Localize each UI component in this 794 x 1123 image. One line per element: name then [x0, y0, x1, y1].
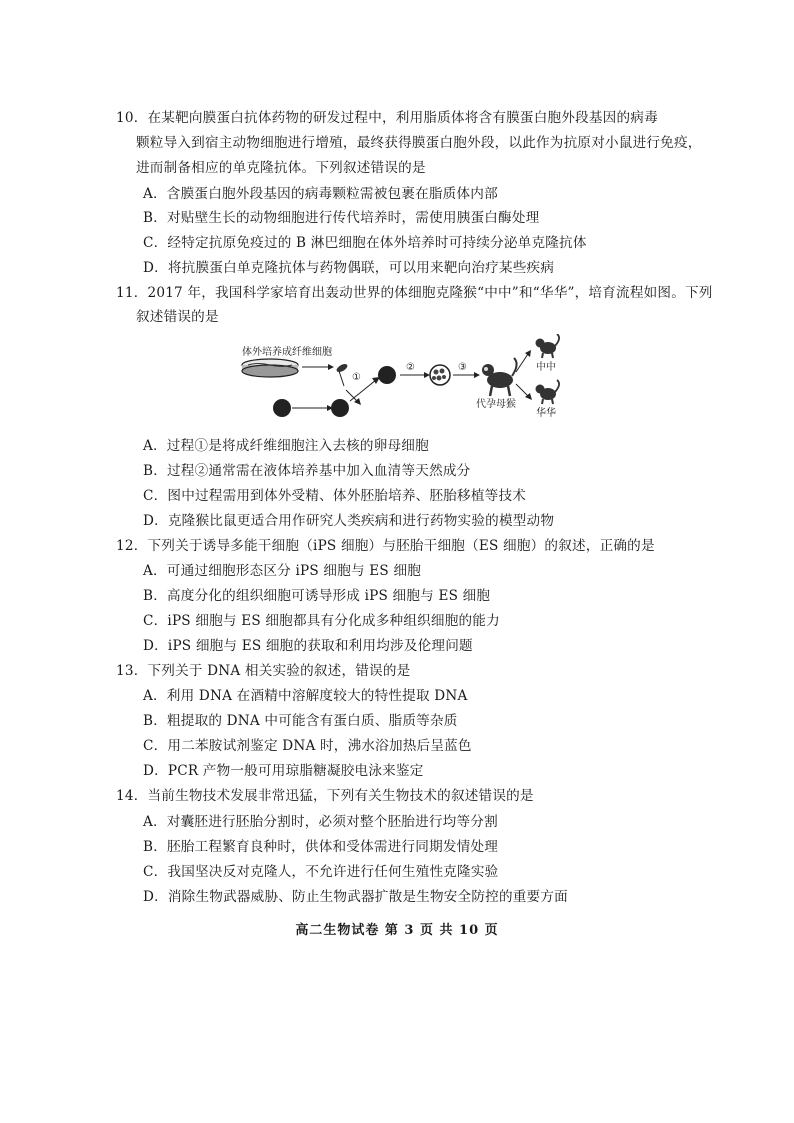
- q12-option-a: A．可通过细胞形态区分 iPS 细胞与 ES 细胞: [143, 563, 422, 579]
- q14-option-b: B．胚胎工程繁育良种时，供体和受体需进行同期发情处理: [143, 839, 499, 855]
- step2-label: ②: [406, 362, 415, 373]
- step1-label: ①: [352, 372, 361, 383]
- q10-option-a: A．含膜蛋白胞外段基因的病毒颗粒需被包裹在脂质体内部: [143, 186, 498, 202]
- q11-option-d: D．克隆猴比鼠更适合用作研究人类疾病和进行药物实验的模型动物: [143, 513, 555, 529]
- surrogate-monkey-icon: [482, 358, 517, 396]
- q11-option-b: B．过程②通常需在液体培养基中加入血清等天然成分: [143, 463, 471, 479]
- q12-option-b: B．高度分化的组织细胞可诱导形成 iPS 细胞与 ES 细胞: [143, 588, 491, 604]
- surrogate-label: 代孕母猴: [476, 399, 516, 410]
- egg-cell-icon: [273, 399, 291, 417]
- q11-option-a: A．过程①是将成纤维细胞注入去核的卵母细胞: [143, 438, 429, 454]
- q14-option-a: A．对囊胚进行胚胎分割时，必须对整个胚胎进行均等分割: [143, 814, 498, 830]
- cloning-flow-diagram: [230, 334, 570, 430]
- q12-option-c: C．iPS 细胞与 ES 细胞都具有分化成多种组织细胞的能力: [143, 613, 500, 629]
- pipette-icon: [335, 362, 348, 386]
- q13-option-a: A．利用 DNA 在酒精中溶解度较大的特性提取 DNA: [143, 688, 468, 704]
- q10-stem-line2: 颗粒导入到宿主动物细胞进行增殖，最终获得膜蛋白胞外段，以此作为抗原对小鼠进行免疫，: [136, 135, 702, 151]
- q10-option-c: C．经特定抗原免疫过的 B 淋巴细胞在体外培养时可持续分泌单克隆抗体: [143, 235, 587, 251]
- reconstructed-cell-icon: [331, 399, 349, 417]
- early-embryo-icon: [430, 365, 450, 385]
- q13-option-c: C．用二苯胺试剂鉴定 DNA 时，沸水浴加热后呈蓝色: [143, 738, 472, 754]
- q13-option-b: B．粗提取的 DNA 中可能含有蛋白质、脂质等杂质: [143, 713, 458, 729]
- q14-stem: 14．当前生物技术发展非常迅猛，下列有关生物技术的叙述错误的是: [116, 788, 534, 804]
- q10-option-d: D．将抗膜蛋白单克隆抗体与药物偶联，可以用来靶向治疗某些疾病: [143, 260, 555, 276]
- q10-stem-line1: 10．在某靶向膜蛋白抗体药物的研发过程中，利用脂质体将含有膜蛋白胞外段基因的病毒: [116, 110, 658, 126]
- q11-stem-line1: 11．2017 年，我国科学家培育出轰动世界的体细胞克隆猴“中中”和“华华”，培育流程如图。下列: [116, 285, 713, 301]
- q12-option-d: D．iPS 细胞与 ES 细胞的获取和利用均涉及伦理问题: [143, 638, 473, 654]
- culture-label: 体外培养成纤维细胞: [242, 347, 332, 358]
- monkey1-label: 中中: [536, 362, 556, 373]
- monkey-huahua-icon: [536, 380, 560, 404]
- q13-option-d: D．PCR 产物一般可用琼脂糖凝胶电泳来鉴定: [143, 763, 424, 779]
- culture-dish-icon: [242, 359, 298, 377]
- monkey-zhongzhong-icon: [536, 334, 560, 358]
- step3-label: ③: [458, 362, 467, 373]
- page-footer: 高二生物试卷 第 3 页 共 10 页: [295, 923, 499, 938]
- cloned-embryo-cell-icon: [378, 366, 396, 384]
- monkey2-label: 华华: [536, 408, 556, 419]
- q13-stem: 13．下列关于 DNA 相关实验的叙述，错误的是: [116, 663, 411, 679]
- q14-option-c: C．我国坚决反对克隆人，不允许进行任何生殖性克隆实验: [143, 864, 499, 880]
- q14-option-d: D．消除生物武器威胁、防止生物武器扩散是生物安全防控的重要方面: [143, 889, 568, 905]
- q12-stem: 12．下列关于诱导多能干细胞（iPS 细胞）与胚胎干细胞（ES 细胞）的叙述，正确的是: [116, 538, 655, 554]
- q10-option-b: B．对贴壁生长的动物细胞进行传代培养时，需使用胰蛋白酶处理: [143, 210, 540, 226]
- q11-option-c: C．图中过程需用到体外受精、体外胚胎培养、胚胎移植等技术: [143, 488, 527, 504]
- q10-stem-line3: 进而制备相应的单克隆抗体。下列叙述错误的是: [136, 160, 426, 176]
- q11-stem-line2: 叙述错误的是: [136, 309, 219, 325]
